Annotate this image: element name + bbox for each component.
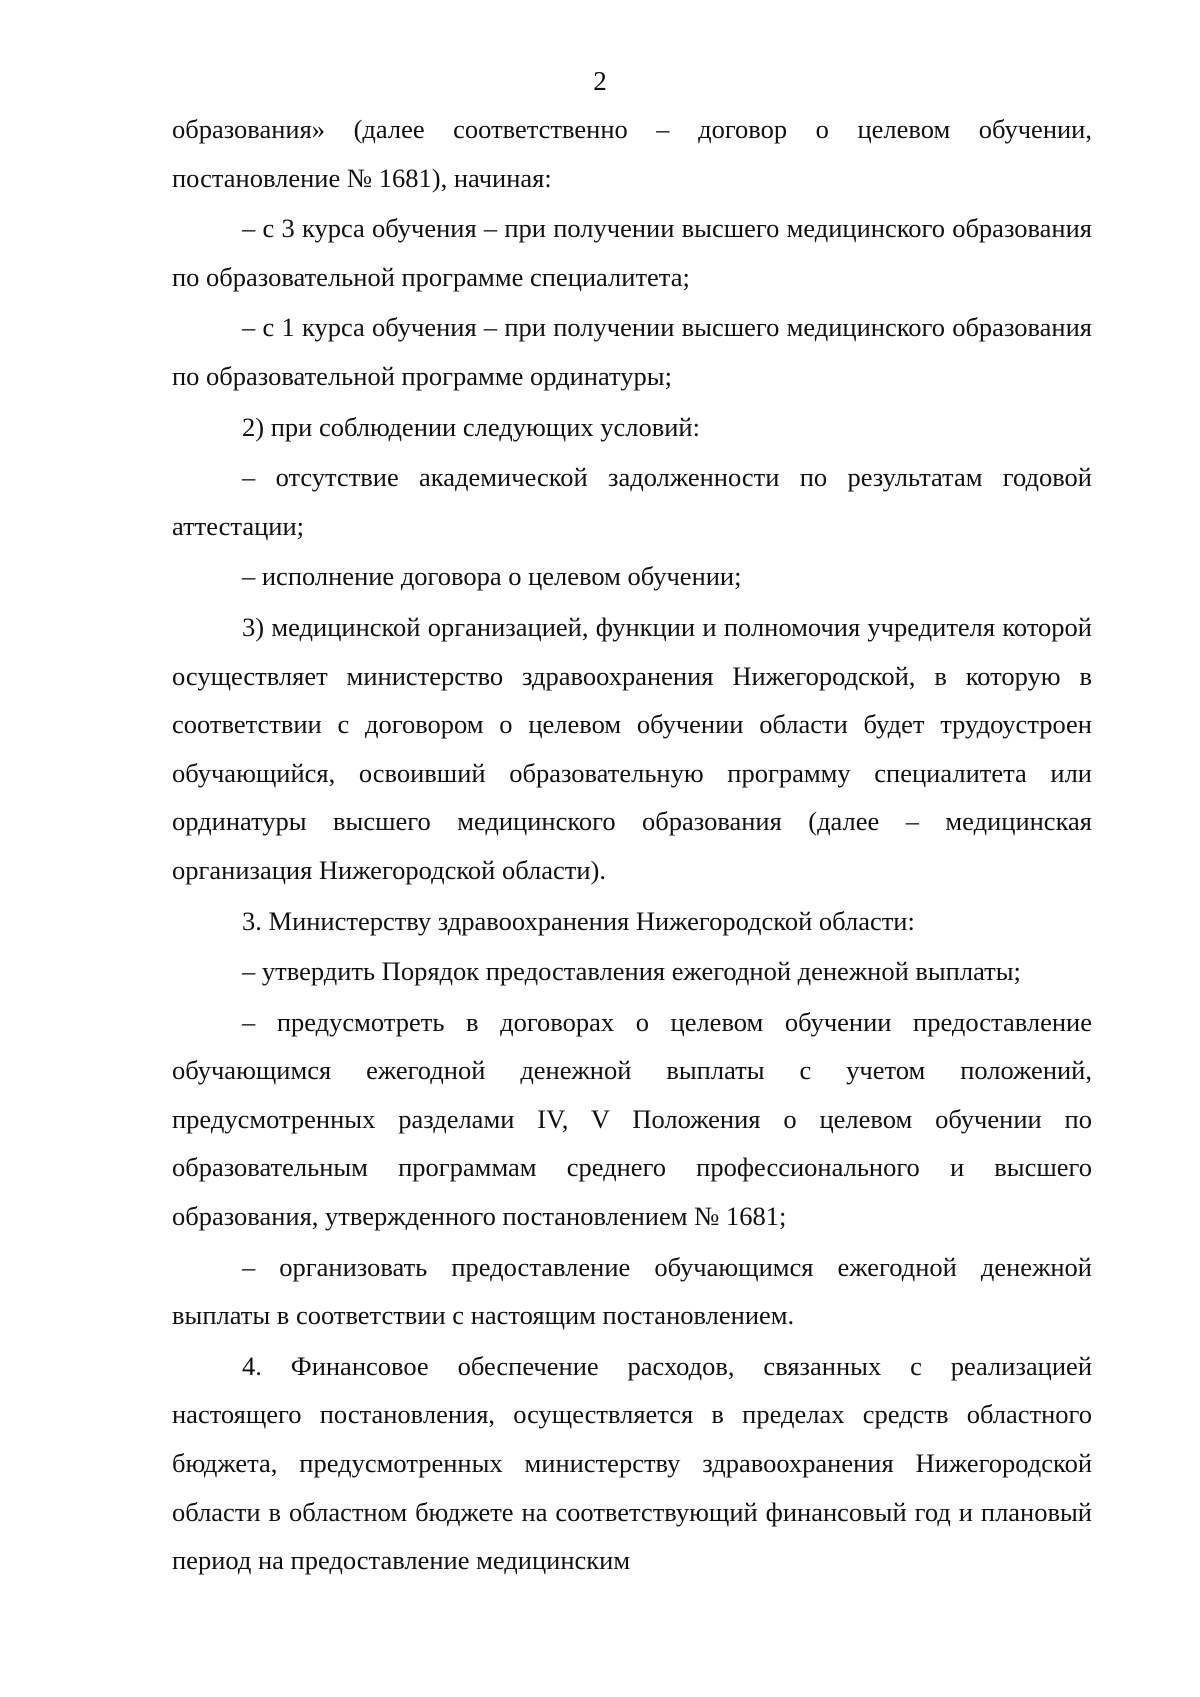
paragraph: – отсутствие академической задолженности по результатам годовой аттестации;	[172, 462, 1092, 541]
paragraph: образования» (далее соответственно – договор о целевом обучении, постановление № 1681), начиная:	[172, 114, 1092, 193]
paragraph: – исполнение договора о целевом обучении;	[242, 561, 742, 592]
paragraph: 4. Финансовое обеспечение расходов, связанных с реализацией настоящего постановления, осуществляется в пределах средств областного бюджета, предусмотренных министерству здравоохранения Нижегородской области в областном бюджете на соответствующий финансовый год и плановый период на предоставление медицинским	[172, 1350, 1092, 1576]
paragraph: – утвердить Порядок предоставления ежегодной денежной выплаты;	[242, 956, 1021, 987]
paragraph: – с 1 курса обучения – при получении высшего медицинского образования по образовательной программе ординатуры;	[172, 312, 1092, 391]
paragraph: – предусмотреть в договорах о целевом обучении предоставление обучающимся ежегодной денежной выплаты с учетом положений, предусмотренных разделами IV, V Положения о целевом обучении по образовательным программам среднего профессионального и высшего образования, утвержденного постановлением № 1681;	[172, 1006, 1092, 1232]
paragraph: 3) медицинской организацией, функции и полномочия учредителя которой осуществляет министерство здравоохранения Нижегородской, в которую в соответствии с договором о целевом обучении области будет трудоустроен обучающийся, освоивший образовательную программу специалитета или ординатуры высшего медицинского образования (далее – медицинская организация Нижегородской области).	[172, 611, 1092, 885]
paragraph: – организовать предоставление обучающимся ежегодной денежной выплаты в соответствии с настоящим постановлением.	[172, 1251, 1092, 1331]
page-number: 2	[593, 66, 607, 96]
paragraph: – с 3 курса обучения – при получении высшего медицинского образования по образовательной программе специалитета;	[172, 213, 1092, 292]
document-body	[172, 105, 1092, 1587]
paragraph: 3. Министерству здравоохранения Нижегородской области:	[242, 905, 915, 936]
paragraph: 2) при соблюдении следующих условий:	[242, 411, 700, 442]
